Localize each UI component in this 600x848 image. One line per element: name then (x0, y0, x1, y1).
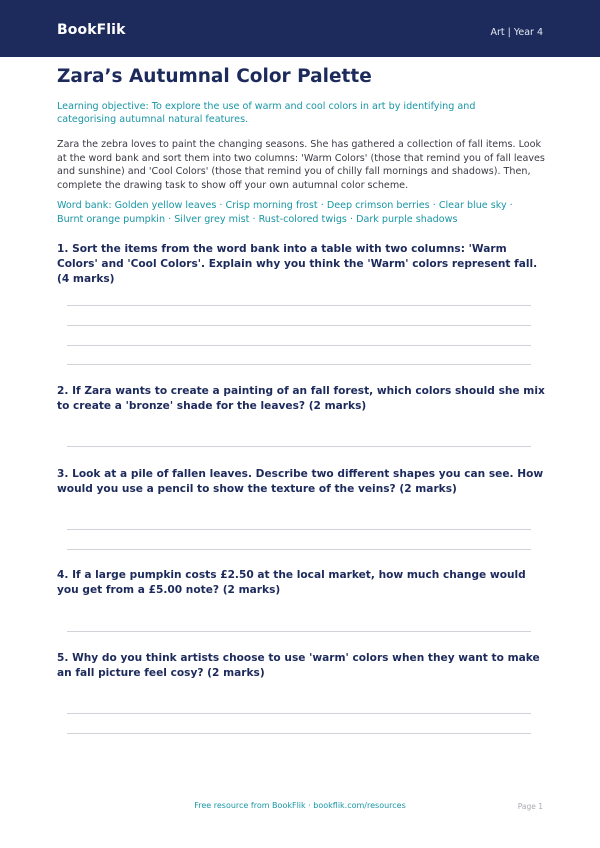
answer-line[interactable] (67, 446, 531, 447)
question-2: 2. If Zara wants to create a painting of an fall forest, which colors should she mix to create a 'bronze' shade for the leaves? (2 marks) (57, 385, 545, 412)
question-5: 5. Why do you think artists choose to use 'warm' colors when they want to make an fall picture feel cosy? (2 marks) (57, 652, 540, 679)
intro-paragraph: Zara the zebra loves to paint the changing seasons. She has gathered a collection of fall items. Look at the word bank and sort them into two columns: 'Warm Colors' (those that remind you of fall leaves and sunshine) and 'Cool Colors' (those that remind you of chilly fall mornings and shadows). Then, complete the drawing task to show off your own autumnal color scheme. (57, 139, 545, 191)
page-number: Page 1 (517, 802, 543, 811)
answer-line[interactable] (67, 733, 531, 734)
question-4: 4. If a large pumpkin costs £2.50 at the local market, how much change would you get from a £5.00 note? (2 marks) (57, 569, 526, 596)
answer-line[interactable] (67, 325, 531, 326)
subject-year-label: Art | Year 4 (490, 27, 543, 38)
question-3: 3. Look at a pile of fallen leaves. Describe two different shapes you can see. How would you use a pencil to show the texture of the veins? (2 marks) (57, 468, 544, 495)
answer-line[interactable] (67, 713, 531, 714)
answer-line[interactable] (67, 364, 531, 365)
page-title: Zara’s Autumnal Color Palette (57, 66, 372, 87)
answer-line[interactable] (67, 549, 531, 550)
question-1: 1. Sort the items from the word bank into a table with two columns: 'Warm Colors' and 'Cool Colors'. Explain why you think the 'Warm' colors represent fall. (4 marks) (57, 243, 538, 285)
word-bank: Word bank: Golden yellow leaves · Crisp morning frost · Deep crimson berries · Clear blue sky · Burnt orange pumpkin · Silver grey mist · Rust-colored twigs · Dark purple shadows (57, 200, 513, 225)
page-header (0, 0, 600, 57)
brand-logo-text: BookFlik (57, 22, 126, 38)
footer-link-text[interactable]: Free resource from BookFlik · bookflik.com/resources (194, 801, 406, 810)
answer-line[interactable] (67, 631, 531, 632)
learning-objective: Learning objective: To explore the use of warm and cool colors in art by identifying and categorising autumnal natural features. (57, 101, 476, 125)
answer-line[interactable] (67, 305, 531, 306)
answer-line[interactable] (67, 529, 531, 530)
answer-line[interactable] (67, 345, 531, 346)
